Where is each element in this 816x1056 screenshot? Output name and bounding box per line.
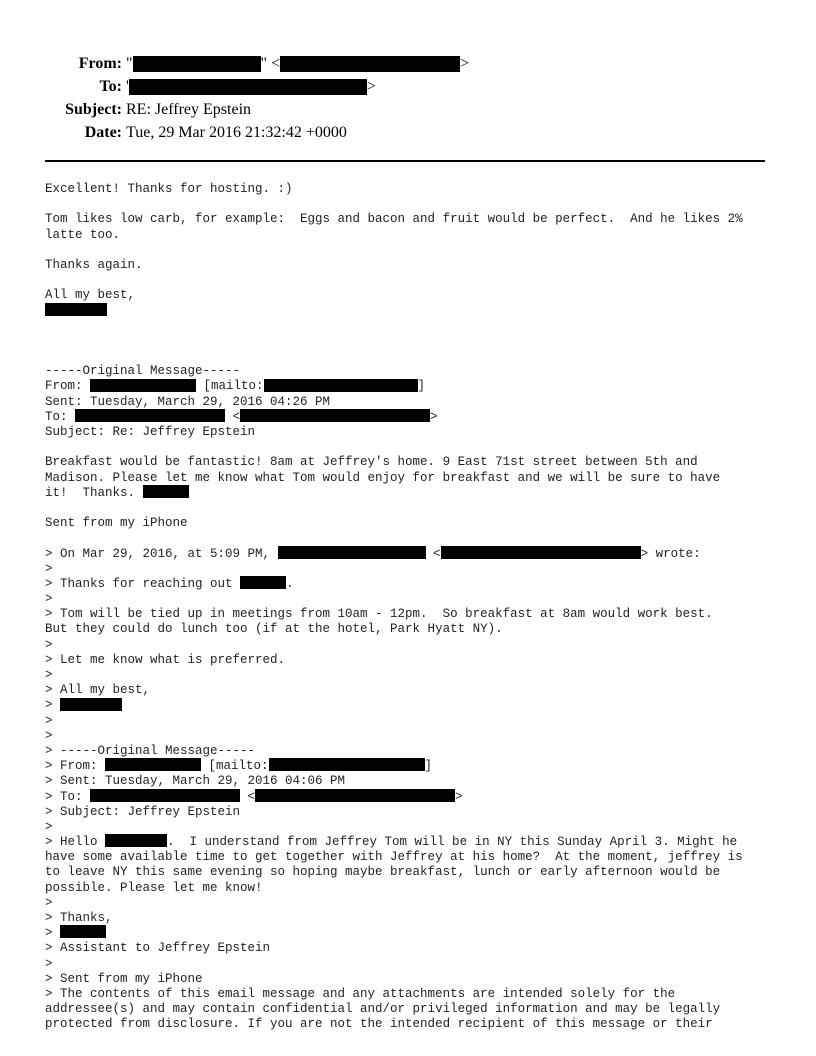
redaction-box — [75, 409, 225, 422]
quote-marker: > — [45, 592, 53, 607]
redaction-box — [264, 379, 418, 392]
quoted-line — [45, 577, 785, 592]
orig-to-gt: > — [430, 409, 438, 424]
quote-on-date: > On Mar 29, 2016, at 5:09 PM, — [45, 546, 278, 561]
orig-to-label: To: — [45, 409, 76, 424]
subject-value: RE: Jeffrey Epstein — [126, 101, 252, 118]
quoted-line: > Sent: Tuesday, March 29, 2016 04:06 PM — [45, 774, 346, 789]
quote-marker: > — [45, 728, 53, 743]
mailto-label: [mailto: — [196, 379, 264, 394]
from-mid: " < — [260, 55, 281, 72]
orig-to-line — [45, 410, 785, 425]
redaction-box — [105, 834, 167, 847]
quote-to-label: > To: — [45, 789, 91, 804]
redaction-box — [45, 303, 107, 316]
quoted-line: But they could do lunch too (if at the hotel, Park Hyatt NY). — [45, 622, 503, 637]
redaction-box — [240, 409, 430, 422]
quoted-attribution — [45, 547, 785, 562]
body-line: Madison. Please let me know what Tom would enjoy for breakfast and we will be sure to have — [45, 470, 721, 485]
quote-prefix: > — [45, 698, 61, 713]
quote-marker: > — [45, 819, 53, 834]
disclaimer-line: > The contents of this email message and any attachments are intended solely for the — [45, 986, 676, 1001]
quoted-line: > Tom will be tied up in meetings from 10am - 12pm. So breakfast at 8am would work best. — [45, 607, 713, 622]
quote-hello: > Hello — [45, 835, 106, 850]
original-message-separator: -----Original Message----- — [45, 364, 241, 379]
redaction-box — [280, 56, 460, 72]
quoted-line: > Assistant to Jeffrey Epstein — [45, 941, 271, 956]
quoted-line — [45, 790, 785, 805]
orig-from-label: From: — [45, 379, 91, 394]
blank-line — [45, 440, 785, 455]
blank-line — [45, 243, 785, 258]
quote-from-label: > From: — [45, 759, 106, 774]
redaction-box — [60, 925, 106, 938]
body-line: Thanks again. — [45, 257, 143, 272]
quote-marker: > — [45, 713, 53, 728]
quote-mailto: [mailto: — [201, 759, 269, 774]
orig-subject-line: Subject: Re: Jeffrey Epstein — [45, 425, 256, 439]
redaction-box — [143, 485, 189, 498]
from-quote: " — [126, 55, 133, 72]
quote-to-lt: < — [240, 789, 256, 804]
quoted-line: possible. Please let me know! — [45, 880, 263, 895]
header-divider — [45, 160, 765, 162]
quote-marker: > — [45, 895, 53, 910]
redaction-box — [105, 758, 201, 771]
orig-to-lt: < — [225, 409, 241, 424]
quoted-line — [45, 835, 785, 850]
blank-line — [45, 334, 785, 349]
date-row — [0, 121, 816, 144]
subject-label: Subject: — [65, 101, 122, 118]
redaction-box — [255, 789, 455, 802]
redaction-box — [129, 79, 367, 95]
signature-line — [45, 304, 785, 319]
quoted-line — [45, 759, 785, 774]
quote-mailto-end: ] — [424, 759, 433, 774]
email-body — [45, 182, 785, 1033]
quote-marker: > — [45, 956, 53, 971]
quoted-line: > Subject: Jeffrey Epstein — [45, 804, 241, 819]
redaction-box — [90, 789, 240, 802]
body-line — [45, 486, 785, 501]
quote-marker: > — [45, 561, 53, 576]
to-value — [126, 75, 376, 98]
orig-from-line — [45, 379, 785, 394]
quote-wrote: > wrote: — [640, 546, 701, 561]
redaction-box — [60, 698, 122, 711]
subject-row — [0, 98, 816, 121]
orig-sent-line: Sent: Tuesday, March 29, 2016 04:26 PM — [45, 394, 331, 409]
quote-lt: < — [425, 546, 441, 561]
blank-line — [45, 531, 785, 546]
to-label: To: — [99, 78, 122, 95]
mailto-end: ] — [417, 379, 426, 394]
body-line: Breakfast would be fantastic! 8am at Jeffrey's home. 9 East 71st street between 5th and — [45, 455, 698, 470]
to-quote: ' — [126, 78, 129, 95]
disclaimer-line: protected from disclosure. If you are not the intended recipient of this message or their — [45, 1017, 713, 1032]
redaction-box — [269, 758, 425, 771]
disclaimer-line: addressee(s) and may contain confidential and/or privileged information and may be legally — [45, 1002, 721, 1017]
quoted-line: > Let me know what is preferred. — [45, 652, 286, 667]
email-header — [0, 52, 816, 144]
quote-hello-rest: . I understand from Jeffrey Tom will be in NY this Sunday April 3. Might he — [167, 835, 738, 850]
blank-line — [45, 349, 785, 364]
quoted-line — [45, 926, 785, 941]
date-label: Date: — [84, 124, 122, 141]
quoted-separator: > -----Original Message----- — [45, 743, 256, 758]
from-value — [126, 52, 469, 75]
quote-marker: > — [45, 637, 53, 652]
quoted-line: to leave NY this same evening so hoping maybe breakfast, lunch or early afternoon would be — [45, 865, 721, 880]
quoted-line: have some available time to get together with Jeffrey at his home? At the moment, jeffrey is — [45, 850, 743, 865]
redaction-box — [133, 56, 261, 72]
quoted-line: > Sent from my iPhone — [45, 971, 203, 986]
to-end: > — [366, 78, 376, 95]
body-line: Tom likes low carb, for example: Eggs and bacon and fruit would be perfect. And he likes 2% — [45, 212, 743, 227]
from-label: From: — [78, 55, 122, 72]
quote-marker: > — [45, 668, 53, 682]
from-row — [0, 52, 816, 75]
quoted-line: > All my best, — [45, 683, 151, 698]
quoted-line — [45, 698, 785, 713]
redaction-box — [278, 546, 426, 559]
redaction-box — [240, 576, 286, 589]
redaction-box — [441, 546, 641, 559]
blank-line — [45, 197, 785, 212]
quote-to-gt: > — [455, 789, 463, 804]
quote-thanks-text: > Thanks for reaching out — [45, 576, 241, 591]
body-line: Sent from my iPhone — [45, 516, 188, 531]
quoted-line: > Thanks, — [45, 911, 113, 925]
quote-period: . — [286, 576, 294, 591]
blank-line — [45, 319, 785, 334]
blank-line — [45, 273, 785, 288]
to-row — [0, 75, 816, 98]
body-line: latte too. — [45, 227, 121, 242]
redaction-box — [90, 379, 196, 392]
body-line: Excellent! Thanks for hosting. :) — [45, 182, 293, 196]
date-value: Tue, 29 Mar 2016 21:32:42 +0000 — [126, 124, 347, 141]
blank-line — [45, 501, 785, 516]
from-end: > — [460, 55, 470, 72]
signoff: All my best, — [45, 288, 136, 303]
thanks-text: it! Thanks. — [45, 485, 143, 500]
quote-prefix: > — [45, 926, 61, 941]
